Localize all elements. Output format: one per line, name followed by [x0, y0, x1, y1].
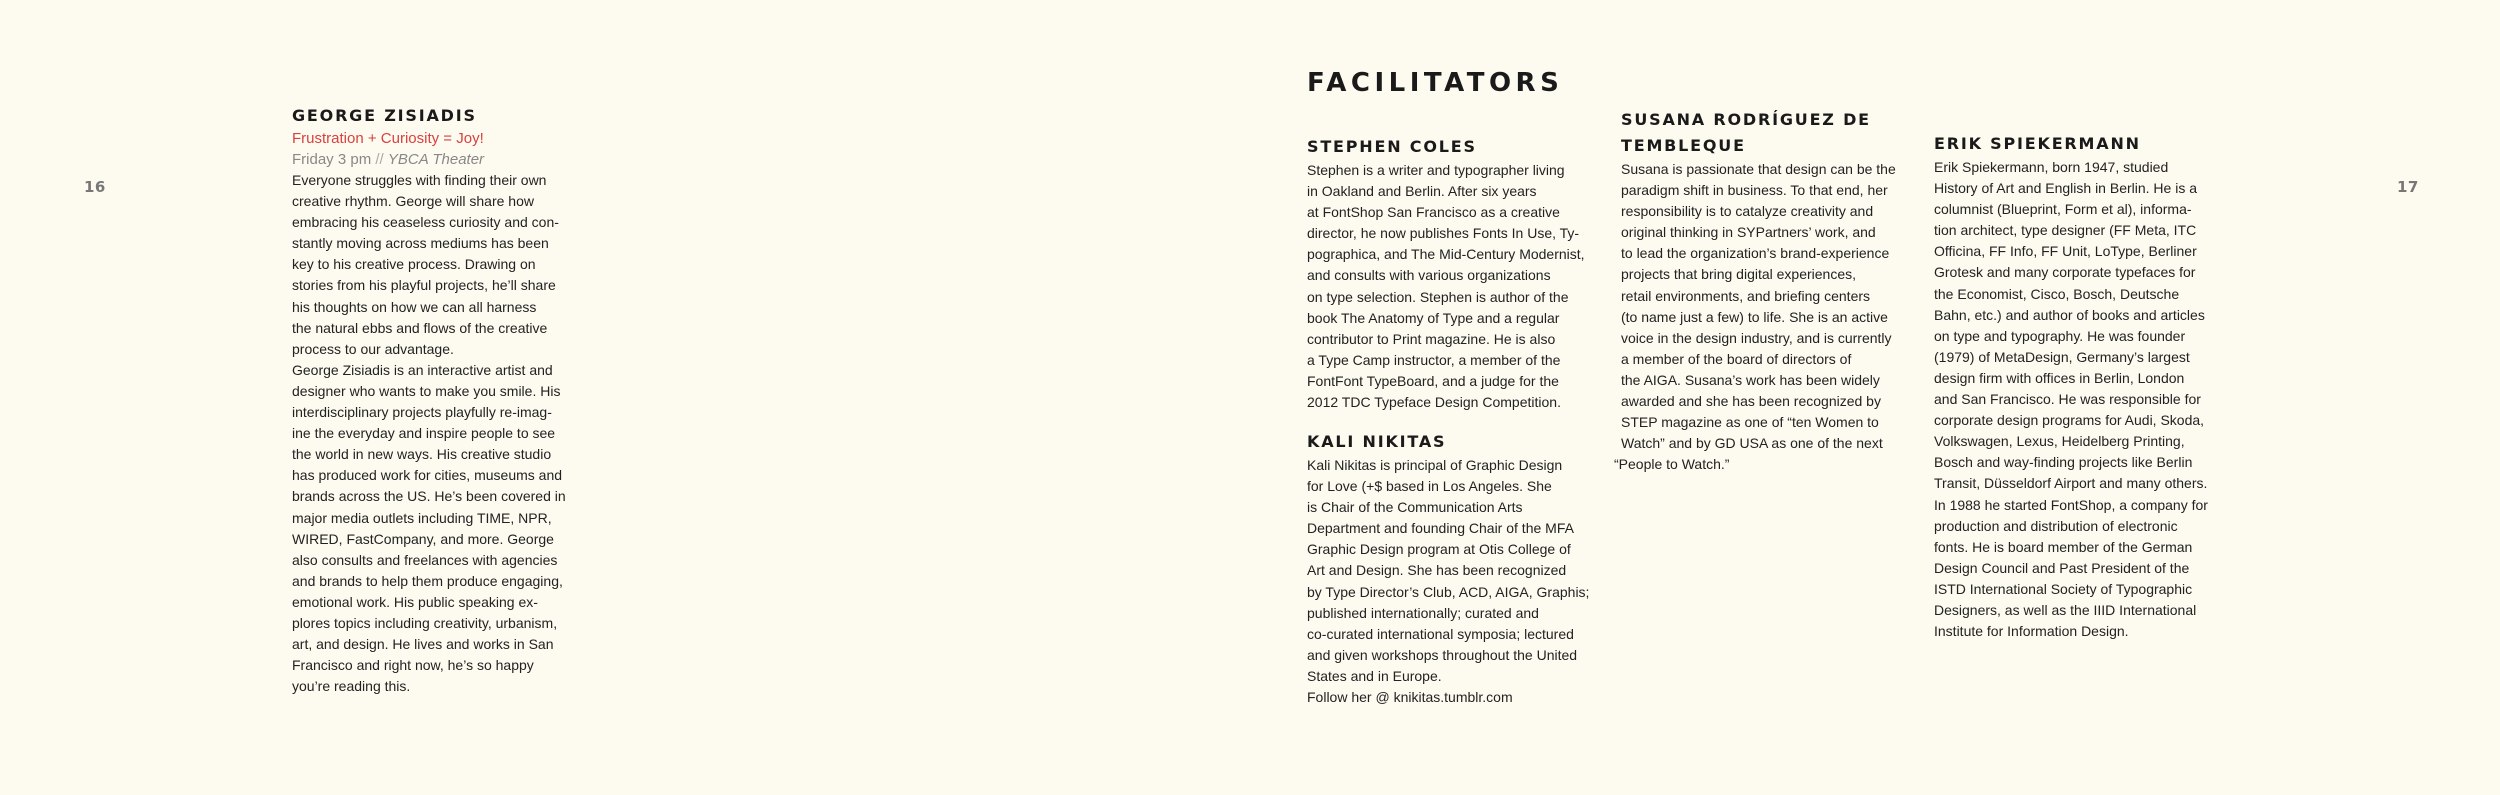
bio-line: art, and design. He lives and works in San — [292, 636, 554, 653]
bio-line: ine the everyday and inspire people to see — [292, 425, 556, 442]
bio-line: you’re reading this. — [292, 678, 411, 695]
bio-line: stories from his playful projects, he’ll share — [292, 277, 556, 294]
bio-line: Watch” and by GD USA as one of the next — [1621, 435, 1883, 452]
bio-line: has produced work for cities, museums and — [292, 467, 563, 484]
bio-line: History of Art and English in Berlin. He is a — [1934, 180, 2198, 197]
speaker-bio — [292, 170, 592, 697]
bio-line: for Love (+$ based in Los Angeles. She — [1307, 478, 1552, 495]
bio-line: original thinking in SYPartners’ work, and — [1621, 224, 1876, 241]
bio-line: the Economist, Cisco, Bosch, Deutsche — [1934, 285, 2180, 302]
facilitator-susana-rodriguez — [1614, 107, 1921, 475]
bio-line: on type and typography. He was founder — [1934, 327, 2186, 344]
bio-line: on type selection. Stephen is author of the — [1307, 288, 1569, 305]
bio-line: director, he now publishes Fonts In Use, Ty- — [1307, 225, 1580, 242]
bio-line: published internationally; curated and — [1307, 604, 1539, 621]
bio-line: Department and founding Chair of the MFA — [1307, 520, 1574, 537]
bio-line: and given workshops throughout the United — [1307, 646, 1578, 663]
bio-line: Bosch and way-finding projects like Berlin — [1934, 454, 2193, 471]
facilitator-name: ERIK SPIEKERMANN — [1934, 134, 2141, 153]
speaker-george-zisiadis — [292, 104, 592, 697]
facilitator-name: KALI NIKITAS — [1307, 432, 1447, 451]
bio-line: in Oakland and Berlin. After six years — [1307, 183, 1537, 200]
bio-line: key to his creative process. Drawing on — [292, 256, 536, 273]
bio-line: projects that bring digital experiences, — [1621, 266, 1857, 283]
talk-separator: // — [375, 151, 384, 168]
bio-line: Volkswagen, Lexus, Heidelberg Printing, — [1934, 433, 2185, 450]
section-heading: FACILITATORS — [1307, 68, 1564, 98]
talk-venue: YBCA Theater — [387, 151, 485, 168]
bio-line: the world in new ways. His creative studio — [292, 446, 552, 463]
bio-line: Stephen is a writer and typographer living — [1307, 162, 1565, 178]
bio-line: emotional work. His public speaking ex- — [292, 593, 538, 610]
bio-line: Kali Nikitas is principal of Graphic Design — [1307, 457, 1563, 473]
facilitator-stephen-coles — [1307, 134, 1607, 413]
bio-line: process to our advantage. — [292, 340, 454, 357]
talk-title: Frustration + Curiosity = Joy! — [292, 130, 484, 147]
bio-line: a Type Camp instructor, a member of the — [1307, 351, 1561, 368]
bio-line: columnist (Blueprint, Form et al), informa- — [1934, 201, 2192, 218]
bio-line: by Type Director’s Club, ACD, AIGA, Graphis; — [1307, 583, 1590, 600]
bio-line: Designers, as well as the IIID International — [1934, 601, 2197, 618]
bio-line: to lead the organization’s brand-experience — [1621, 245, 1890, 262]
bio-line: awarded and she has been recognized by — [1621, 393, 1881, 410]
bio-line: Follow her @ knikitas.tumblr.com — [1307, 689, 1513, 706]
bio-line: (to name just a few) to life. She is an active — [1621, 308, 1888, 325]
bio-line: designer who wants to make you smile. His — [292, 382, 561, 399]
bio-line: tion architect, type designer (FF Meta, ITC — [1934, 222, 2197, 239]
facilitator-erik-spiekermann — [1934, 131, 2234, 642]
bio-line: STEP magazine as one of “ten Women to — [1621, 414, 1879, 431]
bio-line: brands across the US. He’s been covered in — [292, 488, 566, 505]
bio-line: design firm with offices in Berlin, London — [1934, 369, 2185, 386]
bio-line: Bahn, etc.) and author of books and articles — [1934, 306, 2205, 323]
facilitator-bio — [1307, 160, 1607, 413]
bio-line: George Zisiadis is an interactive artist and — [292, 361, 553, 378]
facilitator-bio — [1307, 455, 1607, 708]
bio-line: Susana is passionate that design can be the — [1621, 161, 1896, 177]
bio-line: the natural ebbs and flows of the creative — [292, 319, 548, 336]
bio-line: creative rhythm. George will share how — [292, 193, 534, 210]
bio-line: corporate design programs for Audi, Skoda, — [1934, 412, 2205, 429]
bio-line: responsibility is to catalyze creativity and — [1621, 203, 1874, 220]
bio-line: at FontShop San Francisco as a creative — [1307, 204, 1560, 221]
bio-line: In 1988 he started FontShop, a company for — [1934, 496, 2208, 513]
facilitator-name: STEPHEN COLES — [1307, 137, 1477, 156]
bio-line: fonts. He is board member of the German — [1934, 538, 2193, 555]
bio-line: Design Council and Past President of the — [1934, 559, 2190, 576]
bio-line: Officina, FF Info, FF Unit, LoType, Berliner — [1934, 243, 2197, 260]
bio-line: co-curated international symposia; lectured — [1307, 625, 1574, 642]
bio-line: Transit, Düsseldorf Airport and many others. — [1934, 475, 2208, 492]
bio-line: production and distribution of electronic — [1934, 517, 2178, 534]
bio-line: paradigm shift in business. To that end, her — [1621, 182, 1888, 199]
bio-line: Erik Spiekermann, born 1947, studied — [1934, 159, 2169, 175]
bio-line: also consults and freelances with agencies — [292, 551, 558, 568]
bio-line: plores topics including creativity, urbanism, — [292, 614, 558, 631]
bio-line: Francisco and right now, he’s so happy — [292, 657, 534, 674]
page-number-right: 17 — [2397, 178, 2419, 196]
facilitator-name-line-1: SUSANA RODRÍGUEZ DE — [1621, 110, 1871, 129]
bio-line: (1979) of MetaDesign, Germany’s largest — [1934, 348, 2190, 365]
bio-line: book The Anatomy of Type and a regular — [1307, 309, 1560, 326]
bio-line: interdisciplinary projects playfully re-imag- — [292, 404, 552, 421]
bio-line: and consults with various organizations — [1307, 267, 1551, 284]
bio-line: and brands to help them produce engaging, — [292, 572, 563, 589]
bio-line: ISTD International Society of Typographic — [1934, 580, 2193, 597]
bio-line: voice in the design industry, and is currently — [1621, 329, 1892, 346]
bio-line: the AIGA. Susana’s work has been widely — [1621, 371, 1880, 388]
bio-line: embracing his ceaseless curiosity and con- — [292, 214, 559, 231]
bio-line: States and in Europe. — [1307, 667, 1442, 684]
bio-line: Grotesk and many corporate typefaces for — [1934, 264, 2196, 281]
bio-line: Everyone struggles with finding their own — [292, 172, 547, 188]
talk-schedule — [292, 149, 592, 170]
bio-line: Art and Design. She has been recognized — [1307, 562, 1567, 579]
bio-line: WIRED, FastCompany, and more. George — [292, 530, 554, 547]
facilitator-name-line-2: TEMBLEQUE — [1621, 136, 1746, 155]
facilitator-bio — [1934, 157, 2234, 642]
bio-line: is Chair of the Communication Arts — [1307, 499, 1523, 516]
bio-line: contributor to Print magazine. He is also — [1307, 330, 1556, 347]
bio-line: and San Francisco. He was responsible for — [1934, 391, 2201, 408]
talk-time: Friday 3 pm — [292, 151, 372, 168]
bio-line: retail environments, and briefing centers — [1621, 287, 1871, 304]
bio-line: FontFont TypeBoard, and a judge for the — [1307, 372, 1559, 389]
bio-line: Institute for Information Design. — [1934, 623, 2129, 640]
bio-line: Graphic Design program at Otis College of — [1307, 541, 1571, 558]
page-number-left: 16 — [84, 178, 106, 196]
bio-line: pographica, and The Mid-Century Modernist, — [1307, 246, 1585, 263]
bio-line: “People to Watch.” — [1614, 456, 1730, 473]
bio-line: his thoughts on how we can all harness — [292, 298, 537, 315]
bio-line: 2012 TDC Typeface Design Competition. — [1307, 394, 1561, 411]
bio-line: a member of the board of directors of — [1621, 350, 1852, 367]
facilitator-kali-nikitas — [1307, 429, 1607, 708]
speaker-name: GEORGE ZISIADIS — [292, 106, 477, 125]
facilitator-bio — [1614, 159, 1921, 475]
bio-line: stantly moving across mediums has been — [292, 235, 549, 252]
bio-line: major media outlets including TIME, NPR, — [292, 509, 552, 526]
